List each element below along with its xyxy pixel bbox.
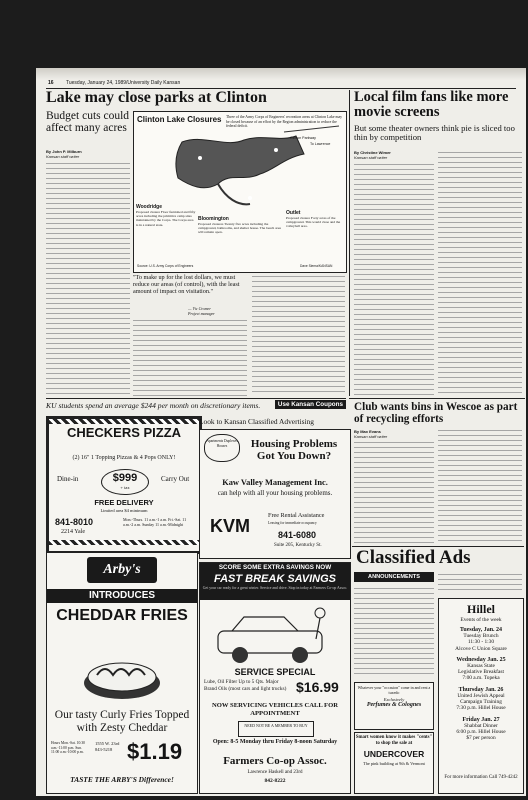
outlet-desc: Proposed closure Forty acres of the campground. This would close and the volleyball area. [286, 216, 341, 229]
kaw-valley-leasing: Leasing for immediate occupancy [268, 521, 317, 525]
checkers-ad [46, 416, 202, 554]
hillel-event-line: $7 per person [466, 735, 496, 742]
arbys-product: CHEDDAR FRIES [56, 607, 188, 624]
farmers-name: Farmers Co-op Assoc. [223, 755, 327, 767]
checkers-address: 2214 Yale [61, 529, 86, 535]
movies-byline-role: Kansan staff writer [354, 155, 388, 160]
pullquote-role: Project manager [188, 311, 215, 316]
arbys-price: $1.19 [127, 739, 183, 764]
checkers-price: $999 [112, 472, 138, 484]
map-title: Clinton Lake Closures [137, 115, 222, 124]
woodridge-desc: Proposed closure Floor furnished and fifty acres including the primitive camp sites maintained by the Corps. The Corps area is in a natural state. [136, 210, 196, 227]
wescoe-headline: Club wants bins in Wescoe as part of recycling efforts [354, 401, 518, 426]
hillel-events-list [441, 627, 521, 747]
movies-body-col-1 [354, 162, 434, 396]
wescoe-body-col-1 [354, 440, 434, 544]
hillel-ad [438, 598, 524, 794]
hillel-event-day: Tuesday, Jan. 24 [459, 627, 503, 633]
column-divider [349, 90, 350, 396]
arbys-phone: 843-5218 [95, 747, 113, 752]
hillel-event-line: Alcove C Union Square [455, 645, 507, 652]
farmers-blurb: Get your car ready for a great winter. Service and drive. Stop in today at Farmers Co-op Assoc. [200, 586, 350, 600]
hillel-event-line: Shabbat Dinner [464, 722, 498, 729]
hillel-event [441, 657, 521, 682]
movies-byline: By Christine Wimer [354, 150, 391, 155]
undercover-location: The pink building at 9th & Vermont [363, 761, 425, 766]
farmers-coop-ad [199, 562, 351, 794]
map-credit: Dave Siema/KANSAN [300, 264, 333, 268]
undercover-logo: UNDERCOVER [363, 749, 425, 759]
hillel-event-line: Campaign Training [460, 699, 502, 706]
kaw-valley-help: can help with all your housing problems. [217, 489, 333, 497]
hillel-event-line: 6:00 p.m. Hillel House [456, 728, 506, 735]
clinton-byline: By John P. Milburn [46, 149, 82, 154]
checkers-dine-in: Dine-in [57, 475, 79, 483]
hillel-subtitle: Events of the week [460, 617, 502, 623]
farmers-hours: Open: 8-5 Monday thru Friday 8-noon Saturday [212, 739, 338, 745]
clinton-lake-map [133, 111, 347, 273]
checkers-limited: Limited area $4 minimum [100, 508, 148, 513]
map-label-clinton-parkway: Clinton Parkway [290, 136, 316, 140]
kaw-valley-company: Kaw Valley Management Inc. [222, 478, 328, 487]
hillel-event-day: Wednesday Jan. 25 [456, 656, 506, 663]
undercover-intro: Smart women know it makes "cents" to shop the sale at [355, 735, 433, 746]
clinton-body-columns-3 [252, 274, 345, 396]
kaw-valley-headline: Housing Problems Got You Down? [250, 438, 338, 462]
map-caption: Three of the Army Corps of Engineers' recreation areas at Clinton Lake may be closed because of an effort by the Region administration to reduce the federal deficit. [226, 115, 343, 129]
newspaper-page [36, 68, 526, 796]
pullquote-attribution: — Vic Cromer [188, 306, 211, 311]
kaw-valley-phone: 841-6080 [278, 530, 317, 540]
clinton-byline-role: Kansan staff writer [46, 154, 80, 159]
kaw-valley-ad [199, 429, 351, 559]
hillel-event-line: United Jewish Appeal [457, 692, 505, 699]
bloomington-callout [198, 216, 284, 235]
hillel-event [441, 717, 521, 742]
movies-deck: But some theater owners think pie is sliced too thin by competition [354, 123, 515, 143]
page-fold-shadow [36, 68, 526, 80]
classified-promo: Look to Kansan Classified Advertising [199, 417, 314, 426]
checkers-price-circle [101, 469, 149, 495]
perfumes-colognes: Perfumes & Colognes [366, 702, 422, 708]
bloomington-desc: Proposed closures Twenty five acres including the campground, bathrooms, and shelter house. The beach area will remain open. [198, 222, 281, 235]
bloomington-label: Bloomington [198, 216, 229, 222]
checker-border-top [49, 419, 199, 424]
fries-bowl-illustration [77, 647, 167, 705]
announcements-listings [354, 586, 434, 678]
checkers-title: CHECKERS PIZZA [66, 425, 182, 440]
service-special-price: $16.99 [296, 679, 339, 695]
wescoe-byline-role: Kansan staff writer [354, 434, 388, 439]
service-special-desc: Lube, Oil Filter Up to 5 Qts. Major Brand Oils (most cars and light trucks) [204, 679, 287, 692]
classified-title: Classified Ads [356, 547, 471, 568]
wescoe-rule [349, 398, 525, 399]
mechanic-car-illustration [212, 603, 338, 665]
clinton-headline: Lake may close parks at Clinton [46, 89, 267, 106]
outlet-label: Outlet [286, 210, 301, 216]
hillel-event-line: Tuesday Brunch [463, 633, 499, 639]
kaw-valley-address: Suite 205, Kentucky St. [274, 543, 322, 548]
arbys-address: 1555 W. 23rd [95, 741, 120, 746]
need-not-be-member: NEED NOT BE A MEMBER TO BUY [238, 721, 314, 737]
checkers-tax: + tax [120, 485, 130, 490]
woodridge-label: Woodridge [136, 204, 163, 210]
checkers-phone: 841-8010 [55, 517, 94, 527]
page-number: 16 [48, 80, 54, 86]
hillel-event-line: Legislative Breakfast [458, 669, 504, 676]
clinton-body-columns-2 [133, 318, 247, 396]
hillel-event-line: 11:30 - 1:30 [467, 639, 495, 646]
hillel-info: For more information Call 749-4242 [444, 775, 518, 780]
servicing-vehicles: NOW SERVICING VEHICLES CALL FOR APPOINTMENT [212, 702, 338, 717]
dateline: Tuesday, January 24, 1989/University Daily Kansan [66, 80, 181, 86]
map-label-lawrence: To Lawrence [310, 142, 331, 146]
hillel-event [441, 627, 521, 652]
woodridge-callout [136, 204, 196, 227]
hillel-event-line: 7:00 a.m. Topeka [462, 675, 500, 682]
undercover-box [354, 732, 434, 794]
use-kansan-coupons-button[interactable]: Use Kansan Coupons [275, 400, 346, 409]
hillel-event [441, 687, 521, 712]
arbys-tagline: Our tasty Curly Fries Topped with Zesty Cheddar [54, 709, 190, 734]
hillel-event-day: Thursday Jan. 26 [458, 686, 504, 693]
checkers-carry-out: Carry Out [161, 475, 190, 483]
arbys-ad [46, 552, 198, 794]
movies-body-col-2 [438, 150, 522, 396]
checkers-delivery: FREE DELIVERY [94, 498, 154, 507]
farmers-banner-1: SCORE SOME EXTRA SAVINGS NOW [200, 563, 350, 572]
farmers-location: Lawrence Haskell and 23rd [247, 770, 303, 775]
map-source: Source: U.S. Army Corps of Engineers [137, 264, 194, 268]
hillel-event-day: Friday Jan. 27 [462, 716, 500, 723]
movies-headline: Local film fans like more movie screens [354, 89, 509, 120]
checkers-offer: (2) 16" 1 Topping Pizzas & 4 Pops ONLY! [72, 455, 176, 461]
arbys-introduces: INTRODUCES [47, 589, 197, 603]
farmers-phone: 842-8222 [264, 778, 286, 784]
checkers-hours: Mon.-Thurs. 11 a.m.-1 a.m. Fri.-Sat. 11 a.m.-2 a.m. Sunday 11 a.m.-Midnight [123, 517, 187, 527]
hillel-event-line: 7:30 p.m. Hillel House [456, 705, 506, 712]
ku-coupon-strip [46, 400, 346, 412]
classified-listings-right [438, 572, 522, 594]
outlet-callout [286, 210, 342, 229]
hillel-event-line: Kansas State [467, 662, 495, 669]
arbys-hours: Hours Mon.-Sat. 10:30 a.m.-11:00 p.m. Sun. 11:00 a.m.-10:00 p.m. [51, 741, 86, 754]
arbys-slogan: TASTE THE ARBY'S Difference! [70, 775, 174, 784]
kaw-valley-rental: Free Rental Assistance [268, 512, 325, 519]
checker-border-bottom [49, 540, 199, 545]
service-special-title: SERVICE SPECIAL [234, 667, 316, 677]
ku-strip-text: KU students spend an average $244 per month on discretionary items. [46, 401, 261, 410]
kaw-valley-logo: KVM [210, 516, 250, 536]
tuxedo-perfume-box [354, 682, 434, 730]
clinton-body-text [46, 161, 130, 397]
wescoe-byline: By Max Evans [354, 429, 381, 434]
clinton-pullquote: "To make up for the lost dollars, we must reduce our areas (of control), with the least amount of impact on visitation." [133, 274, 240, 295]
tuxedo-text: Whatever your "occasion" come in and rent a tuxedo [357, 685, 431, 695]
strip-rule [46, 398, 346, 399]
kaw-valley-cloud: Apartments Duplexes Houses [204, 434, 240, 462]
farmers-banner-2: FAST BREAK SAVINGS [200, 572, 350, 586]
wescoe-body-col-2 [438, 428, 522, 544]
hillel-logo: Hillel [467, 602, 495, 616]
arbys-logo: Arby's [87, 557, 157, 583]
announcements-header: ANNOUNCEMENTS [354, 572, 434, 582]
perfumes-pre: Exclusively [383, 697, 405, 702]
clinton-deck: Budget cuts could affect many acres [46, 110, 130, 135]
